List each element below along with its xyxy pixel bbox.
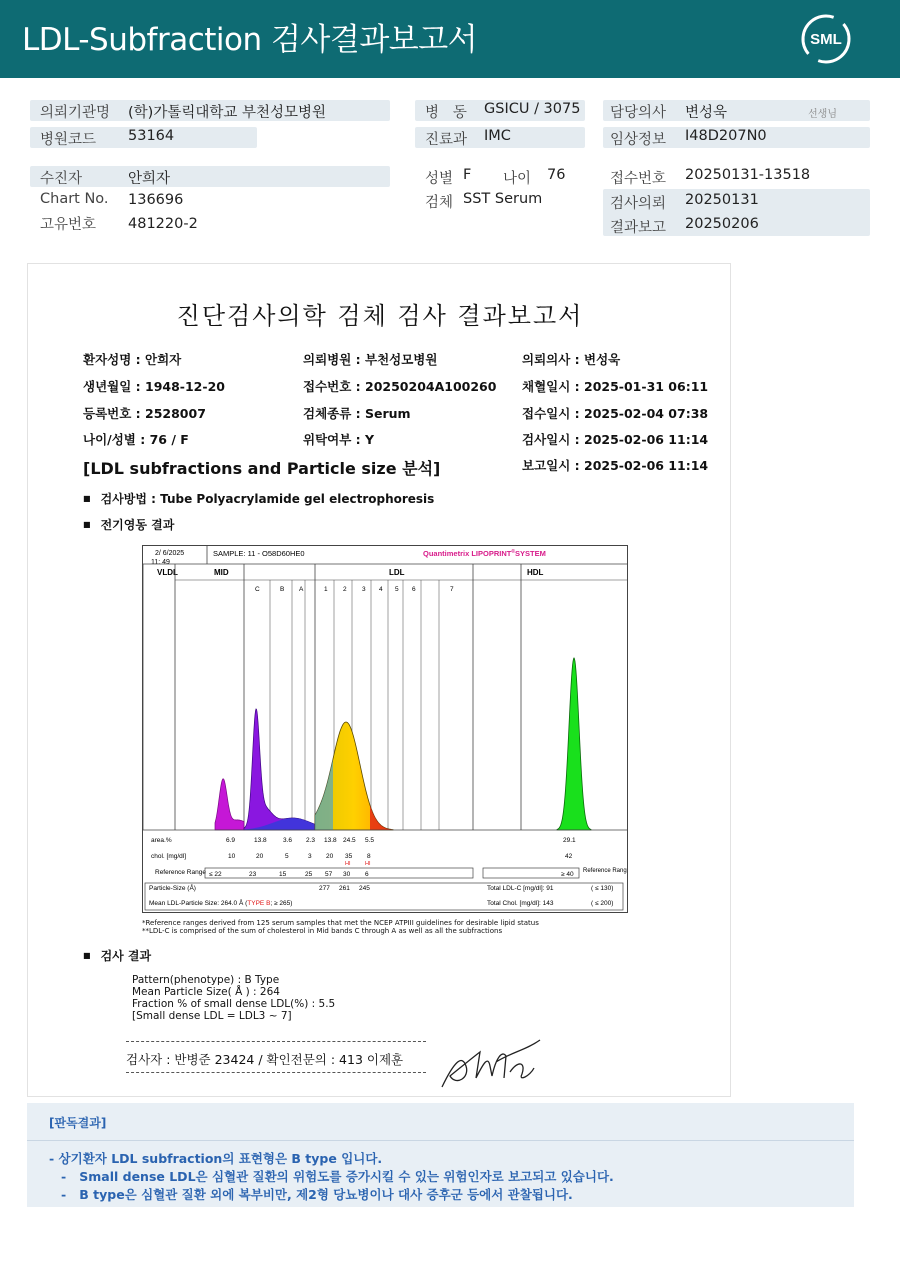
vldl-peak — [215, 779, 244, 830]
divider — [126, 1072, 426, 1073]
hi-flag: HI — [345, 861, 351, 867]
chol-value: 3 — [308, 853, 312, 860]
mid-peak — [244, 709, 315, 830]
outsource: 위탁여부 : Y — [303, 432, 375, 447]
chart-time: 11: 49 — [151, 559, 170, 566]
info-shade — [30, 166, 390, 187]
area-value: 13.8 — [254, 837, 267, 844]
ref-value: ≤ 22 — [209, 871, 222, 878]
chart-label: Chart No. — [40, 191, 109, 207]
request-hospital: 의뢰병원 : 부천성모병원 — [303, 352, 438, 367]
age-value: 76 — [547, 167, 566, 183]
judgement-line-1: - 상기환자 LDL subfraction의 표현형은 B type 입니다. — [49, 1151, 383, 1166]
ref-value: 30 — [343, 871, 351, 878]
age-sex: 나이/성별 : 76 / F — [83, 432, 189, 447]
judgement-line-2: - Small dense LDL은 심혈관 질환의 위험도를 증가시킬 수 있는 위험인자로 보고되고 있습니다. — [61, 1169, 614, 1184]
band-label: B — [280, 586, 285, 593]
size-label: Particle-Size (Å) — [149, 885, 196, 892]
patient-label: 수진자 — [40, 171, 83, 187]
area-value: 13.8 — [324, 837, 337, 844]
result-block — [132, 974, 335, 1022]
chart-svg — [143, 546, 627, 912]
hi-flag: HI — [365, 861, 371, 867]
area-value: 3.6 — [283, 837, 293, 844]
patient-name: 환자성명 : 안희자 — [83, 352, 182, 367]
svg-text:SML: SML — [810, 31, 842, 48]
report-sheet — [27, 263, 731, 1097]
ref-value: 15 — [279, 871, 287, 878]
patient-value: 안희자 — [128, 171, 171, 187]
area-value: 24.5 — [343, 837, 356, 844]
doctor-suffix: 선생님 — [808, 109, 837, 120]
chart-brand: Quantimetrix LIPOPRINT®SYSTEM — [423, 549, 546, 558]
judgement-line-3: - B type은 심혈관 질환 외에 복부비만, 제2형 당뇨병이나 대사 증후군 등에서 관찰됩니다. — [61, 1187, 573, 1202]
group-label: VLDL — [157, 568, 178, 577]
id-value: 481220-2 — [128, 216, 198, 232]
specimen-value: SST Serum — [463, 191, 543, 207]
section-title: [LDL subfractions and Particle size 분석] — [83, 459, 441, 478]
mean-size-prefix: Mean LDL-Particle Size: 264.0 Å ( — [149, 900, 248, 907]
ref-value-hdl: ≥ 40 — [561, 871, 574, 878]
size-value: 245 — [359, 885, 370, 892]
signer-line: 검사자 : 반병준 23424 / 확인전문의 : 413 이제훈 — [126, 1052, 404, 1067]
divider — [126, 1041, 426, 1042]
band-label: 5 — [395, 586, 399, 593]
chol-value: 8 — [367, 853, 371, 860]
request-value: 20250131 — [685, 192, 759, 208]
dept-label: 진료과 — [425, 132, 468, 148]
band-label: 2 — [343, 586, 347, 593]
type-b-label: TYPE B — [247, 900, 271, 907]
sml-logo — [800, 13, 852, 65]
electro-heading: ■ 전기영동 결과 — [83, 516, 174, 533]
chol-value: 35 — [345, 853, 353, 860]
collect-time: 채혈일시 : 2025-01-31 06:11 — [522, 379, 709, 394]
request-label: 검사의뢰 — [610, 196, 667, 212]
specimen-type: 검체종류 : Serum — [303, 406, 411, 421]
reported-time: 보고일시 : 2025-02-06 11:14 — [522, 458, 709, 473]
ref-value: 6 — [365, 871, 369, 878]
ref-value: 23 — [249, 871, 257, 878]
report-label: 결과보고 — [610, 220, 667, 236]
chol-row-label: chol. [mg/dl] — [151, 853, 187, 860]
area-value: 5.5 — [365, 837, 375, 844]
ref-value: 25 — [305, 871, 313, 878]
band-label: 3 — [362, 586, 366, 593]
dept-value: IMC — [484, 128, 511, 144]
ward-label: 병 동 — [425, 105, 467, 121]
clinical-value: I48D207N0 — [685, 128, 767, 144]
footnote-2: **LDL-C is comprised of the sum of cholesterol in Mid bands C through A as well as all the subfractions — [142, 927, 503, 935]
band-label: 6 — [412, 586, 416, 593]
hdl-peak — [557, 658, 591, 830]
ref-right-label: Reference Range — [583, 868, 627, 874]
report-title: 진단검사의학 검체 검사 결과보고서 — [176, 302, 584, 330]
age-label: 나이 — [503, 171, 532, 187]
size-value: 261 — [339, 885, 350, 892]
group-label: MID — [214, 568, 229, 577]
page-title: LDL-Subfraction 검사결과보고서 — [22, 22, 478, 58]
chart-sample: SAMPLE: 11 - O58D60HE0 — [213, 549, 305, 558]
total-ldl-ref: ( ≤ 130) — [591, 885, 614, 892]
judgement-box — [27, 1103, 854, 1207]
chart-value: 136696 — [128, 192, 184, 208]
method-line: ■ 검사방법 : Tube Polyacrylamide gel electrophoresis — [83, 490, 434, 507]
area-value: 2.3 — [306, 837, 316, 844]
sex-label: 성별 — [425, 171, 454, 187]
band-label: 1 — [324, 586, 328, 593]
code-label: 병원코드 — [40, 132, 97, 148]
clinical-label: 임상정보 — [610, 132, 667, 148]
judgement-heading: [판독결과] — [49, 1116, 107, 1130]
tested-time: 검사일시 : 2025-02-06 11:14 — [522, 432, 709, 447]
chol-value: 5 — [285, 853, 289, 860]
total-ldl: Total LDL-C [mg/dl]: 91 — [487, 885, 554, 892]
hospital-label: 의뢰기관명 — [40, 105, 111, 121]
birth-date: 생년월일 : 1948-12-20 — [83, 379, 225, 394]
result-heading: ■ 검사 결과 — [83, 947, 151, 964]
ldl3-band — [370, 805, 393, 830]
receipt-number: 접수번호 : 20250204A100260 — [303, 379, 497, 394]
band-label: C — [255, 586, 260, 593]
ref-label: Reference Range — [155, 869, 206, 876]
receipt-value: 20250131-13518 — [685, 167, 811, 183]
id-label: 고유번호 — [40, 217, 97, 233]
total-chol: Total Chol. [mg/dl]: 143 — [487, 900, 554, 907]
register-number: 등록번호 : 2528007 — [83, 406, 206, 421]
report-value: 20250206 — [685, 216, 759, 232]
chol-value: 20 — [256, 853, 264, 860]
chol-value: 10 — [228, 853, 236, 860]
received-time: 접수일시 : 2025-02-04 07:38 — [522, 406, 709, 421]
code-value: 53164 — [128, 128, 175, 144]
sd-def-line: [Small dense LDL = LDL3 ~ 7] — [132, 1010, 292, 1022]
sex-value: F — [463, 167, 472, 183]
chol-value: 20 — [326, 853, 334, 860]
chart-date: 2/ 6/2025 — [155, 550, 185, 557]
divider — [27, 1140, 854, 1141]
request-doctor: 의뢰의사 : 변성욱 — [522, 352, 621, 367]
band-label: 4 — [379, 586, 383, 593]
group-label: LDL — [389, 568, 405, 577]
band-label: 7 — [450, 586, 454, 593]
mean-size-suffix: ; ≥ 265) — [270, 900, 293, 907]
mean-size-line: Mean Particle Size( Å ) : 264 — [132, 986, 280, 998]
doctor-value: 변성욱 — [685, 105, 728, 121]
fraction-line: Fraction % of small dense LDL(%) : 5.5 — [132, 998, 336, 1010]
total-chol-ref: ( ≤ 200) — [591, 900, 614, 907]
pattern-line: Pattern(phenotype) : B Type — [132, 974, 280, 986]
header-bar — [0, 0, 900, 78]
footnote-1: *Reference ranges derived from 125 serum samples that met the NCEP ATPIII guidelines for desirable lipid status — [142, 919, 539, 927]
hospital-value: (학)가톨릭대학교 부천성모병원 — [128, 105, 327, 121]
ref-value: 57 — [325, 871, 333, 878]
ward-value: GSICU / 3075 — [484, 101, 581, 117]
chol-value: 42 — [565, 853, 573, 860]
receipt-label: 접수번호 — [610, 171, 667, 187]
group-label: HDL — [527, 568, 544, 577]
size-value: 277 — [319, 885, 330, 892]
ref-box — [205, 868, 473, 878]
area-row-label: area.% — [151, 837, 172, 844]
area-value: 29.1 — [563, 837, 576, 844]
specimen-label: 검체 — [425, 195, 454, 211]
band-label: A — [299, 586, 304, 593]
electrophoresis-chart — [142, 545, 628, 913]
mean-size-text — [149, 898, 292, 907]
signature — [436, 1032, 556, 1092]
area-value: 6.9 — [226, 837, 236, 844]
doctor-label: 담당의사 — [610, 105, 667, 121]
